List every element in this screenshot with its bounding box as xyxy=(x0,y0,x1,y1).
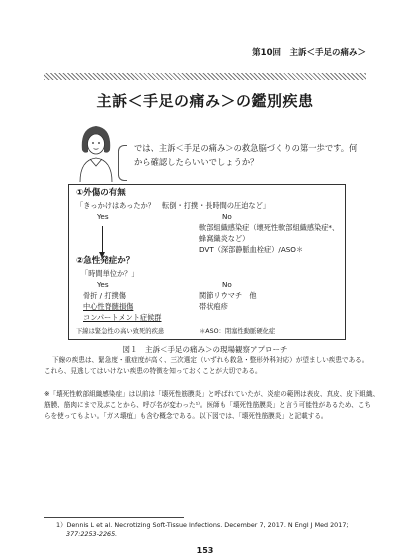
speech-bracket xyxy=(118,145,127,181)
page-number: 153 xyxy=(196,546,214,555)
figure-footnote-right: ＊ASO：閉塞性動脈硬化症 xyxy=(199,328,276,335)
section1-no-label: No xyxy=(222,212,232,221)
section2-yes-label: Yes xyxy=(97,280,109,289)
section2-no-item: 関節リウマチ 他 xyxy=(199,291,257,300)
note-line: 筋膜、筋肉にまで及ぶことから、呼び名が変わった¹⁾。医師も「壊死性筋膜炎」と言う可能性があるため、こち xyxy=(44,401,372,409)
reference xyxy=(56,521,376,539)
section2-yes-item: 中心性脊髄損傷 xyxy=(83,302,134,311)
flow-arrow-line xyxy=(102,226,103,254)
chapter-header: 第10回 主訴＜手足の痛み＞ xyxy=(252,48,366,58)
body-line: 下線の疾患は、緊急度・重症度が高く、三次選定（いずれも救急・整形外科対応）が望ましい疾患である。 xyxy=(52,356,369,364)
figure-footnote-left: 下線は緊急性の高い致死的疾患 xyxy=(76,328,165,335)
note-line: らを使ってもよい。「ガス壊疽」も含む概念である。以下図では、「壊死性筋膜炎」と記載する。 xyxy=(44,412,328,420)
reference-line: 1）Dennis L et al. Necrotizing Soft-Tissue Infections. December 7, 2017. N Engl J Med 2017; xyxy=(56,521,349,529)
section1-no-item: DVT（深部静脈血栓症）/ASO＊ xyxy=(199,245,304,254)
section1-no-item: 軟部組織感染症（壊死性軟部組織感染症*、 xyxy=(199,223,340,232)
section1-question: 「きっかけはあったか？ 転倒・打撲・長時間の圧迫など」 xyxy=(76,201,270,210)
note-line: ※「壊死性軟部組織感染症」は以前は「壊死性筋膜炎」と呼ばれていたが、炎症の範囲は表皮、真皮、皮下組織、 xyxy=(44,390,380,398)
section1-yes-label: Yes xyxy=(97,212,109,221)
section2-no-label: No xyxy=(222,280,232,289)
nurse-icon xyxy=(74,120,118,182)
reference-line: 377:2253-2265. xyxy=(66,530,118,538)
hatched-divider xyxy=(44,73,366,80)
section1-heading: ①外傷の有無 xyxy=(76,188,126,198)
intro-text: では、主訴＜手足の痛み＞の救急脳づくりの第一歩です。何から確認したらいいでしょうか？ xyxy=(134,143,358,167)
arrow-down-icon xyxy=(99,252,105,258)
section2-heading: ②急性発症か？ xyxy=(76,256,135,266)
section1-no-item: 蜂窩織炎など） xyxy=(199,234,250,243)
figure-caption: 図１ 主訴＜手足の痛み＞の現場観察アプローチ xyxy=(122,345,288,354)
page-title: 主訴＜手足の痛み＞の鑑別疾患 xyxy=(96,92,314,110)
footnote-rule xyxy=(44,517,184,518)
flow-diagram-box xyxy=(68,184,346,340)
section2-question: 「時間単位か？」 xyxy=(81,269,139,278)
section2-no-item: 帯状疱疹 xyxy=(199,302,228,311)
body-line: これら、見逃してはいけない疾患の特徴を知っておくことが大切である。 xyxy=(44,367,262,375)
section2-yes-item: 骨折 / 打撲傷 xyxy=(83,291,126,300)
section2-yes-item: コンパートメント症候群 xyxy=(83,313,162,322)
